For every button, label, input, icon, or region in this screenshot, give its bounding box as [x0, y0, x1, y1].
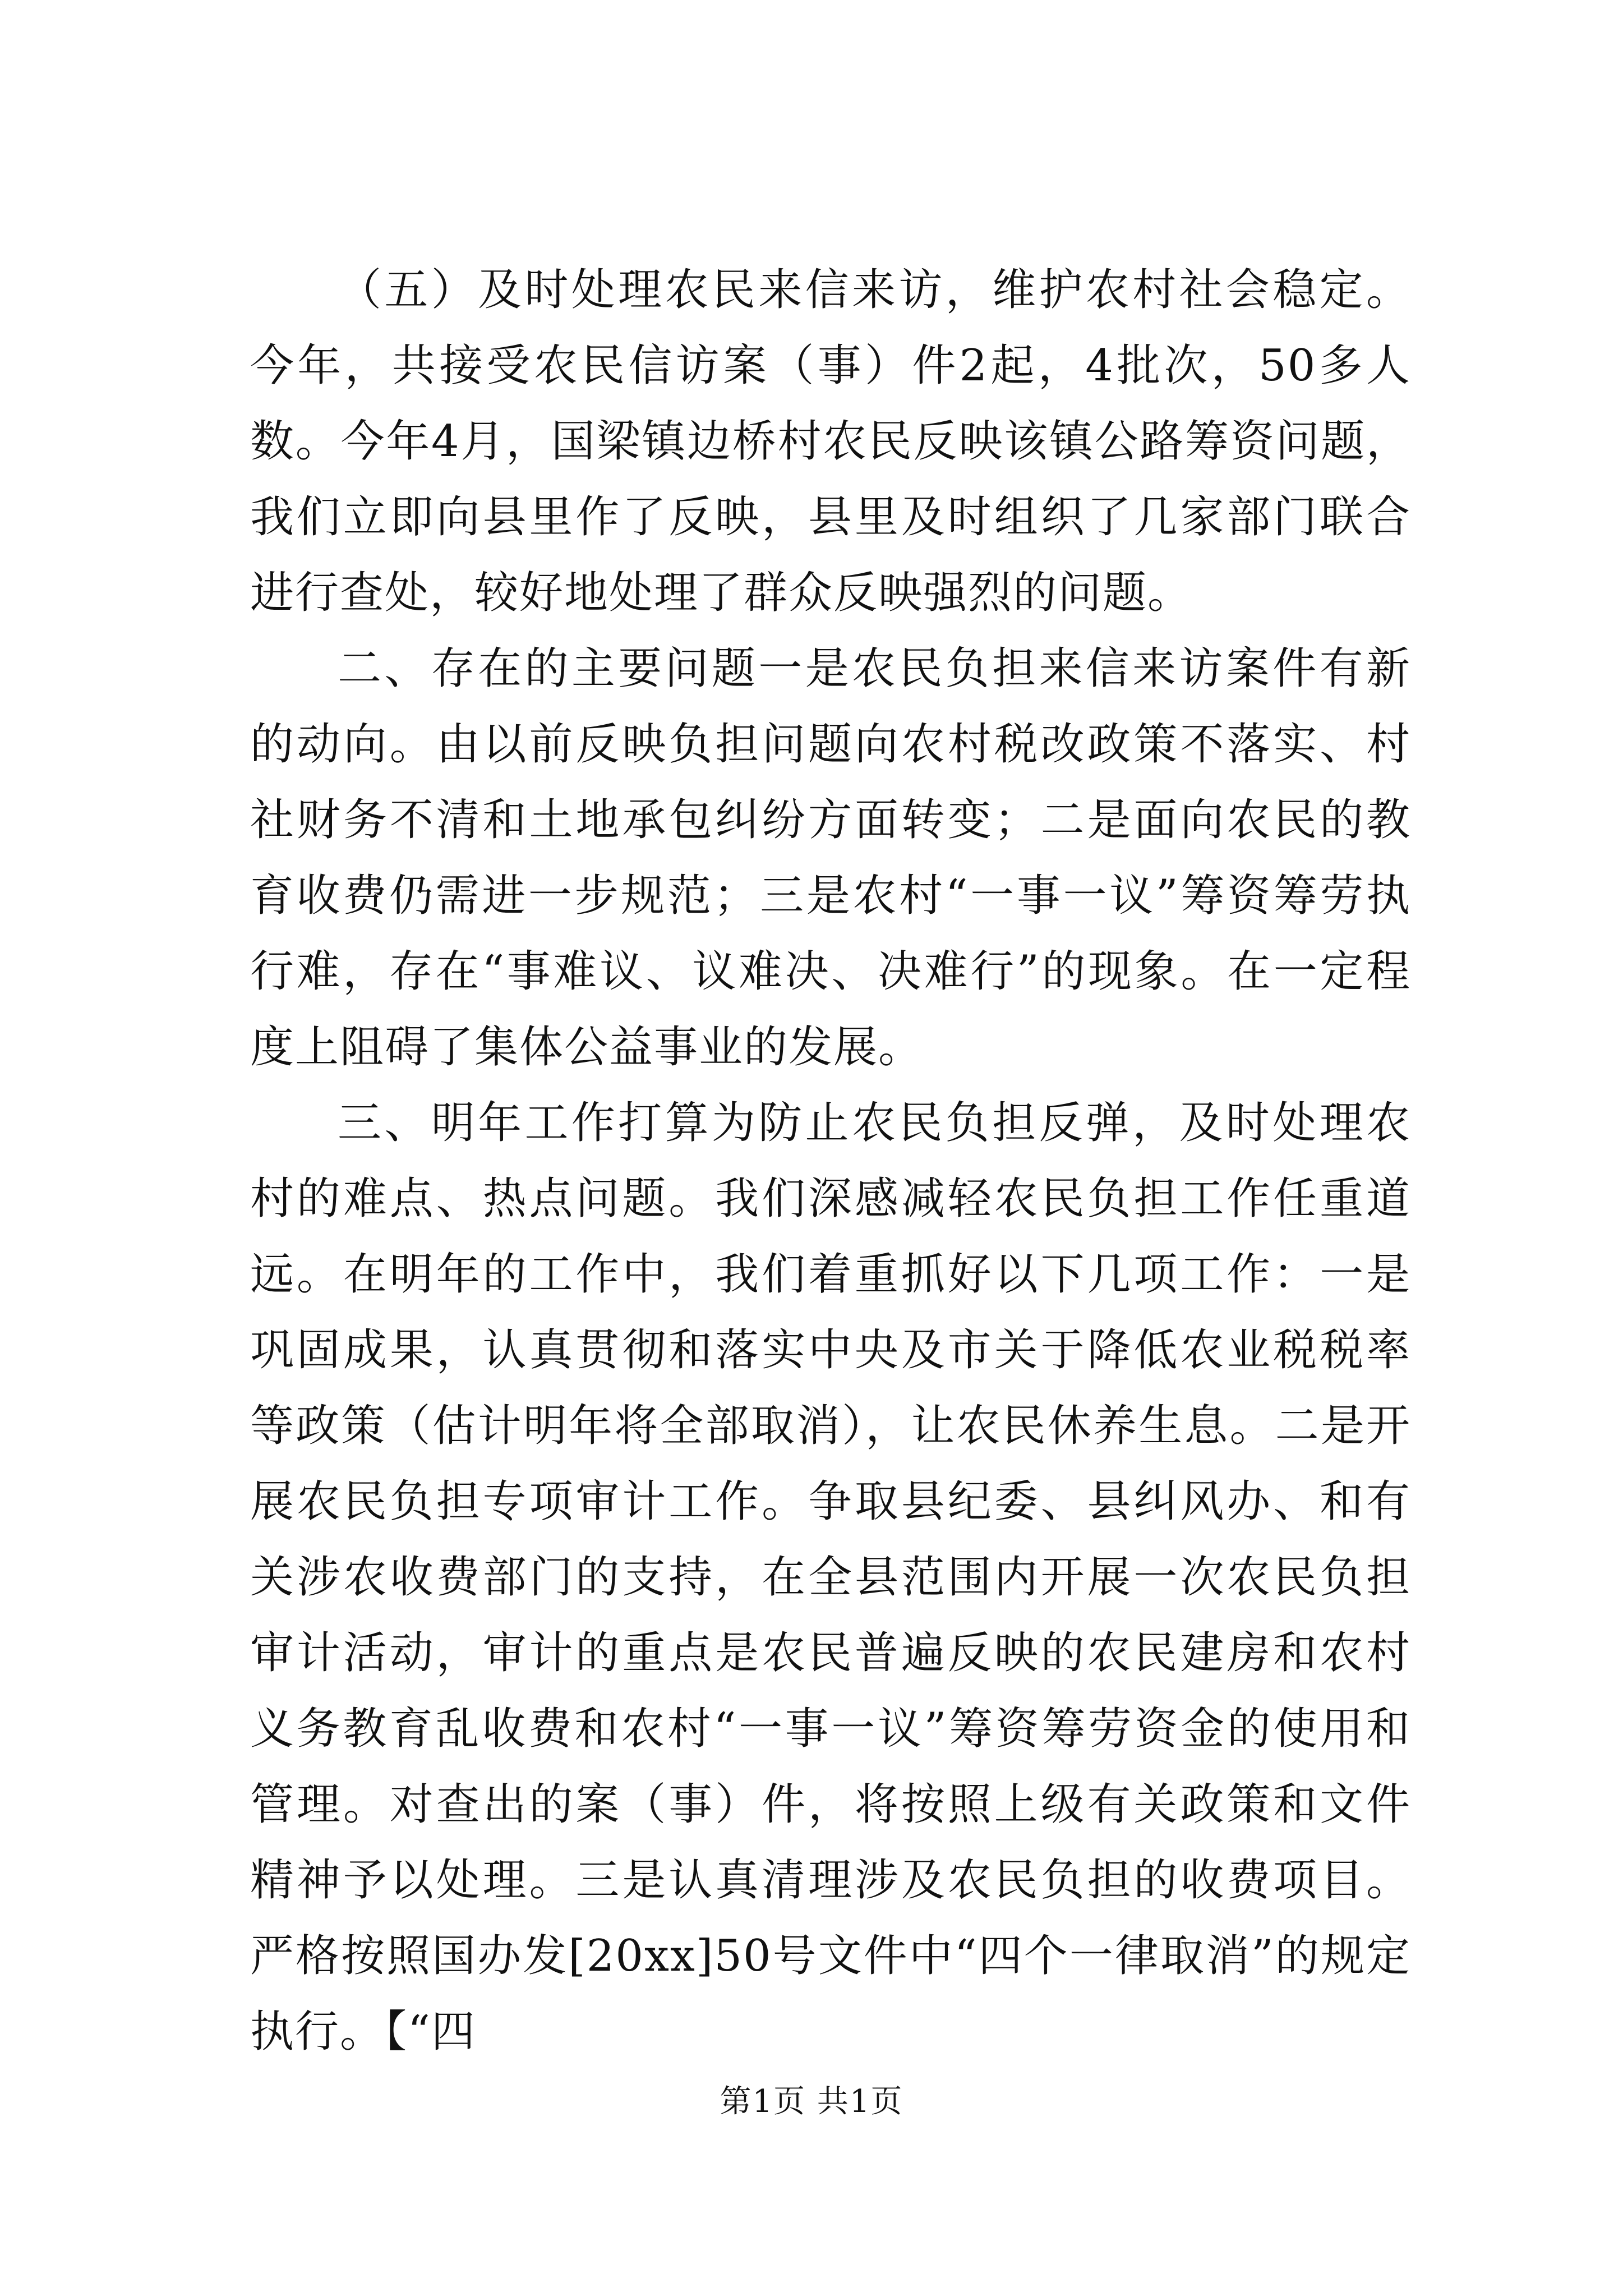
- document-body: [250, 252, 1411, 2070]
- paragraph-main-problems: 二、存在的主要问题一是农民负担来信来访案件有新的动向。由以前反映负担问题向农村税改政策不落实、村社财务不清和土地承包纠纷方面转变；二是面向农民的教育收费仍需进一步规范；三是农村“一事一议”筹资筹劳执行难，存在“事难议、议难决、决难行”的现象。在一定程度上阻碍了集体公益事业的发展。: [250, 643, 1411, 1073]
- paragraph-section-five: （五）及时处理农民来信来访，维护农村社会稳定。今年，共接受农民信访案（事）件2起，4批次，50多人数。今年4月，国梁镇边桥村农民反映该镇公路筹资问题，我们立即向县里作了反映，县里及时组织了几家部门联合进行查处，较好地处理了群众反映强烈的问题。: [250, 265, 1411, 618]
- page-footer: 第1页 共1页: [720, 2083, 903, 2120]
- paragraph-next-year-plan: 三、明年工作打算为防止农民负担反弹，及时处理农村的难点、热点问题。我们深感减轻农民负担工作任重道远。在明年的工作中，我们着重抓好以下几项工作：一是巩固成果，认真贯彻和落实中央及市关于降低农业税税率等政策（估计明年将全部取消），让农民休养生息。二是开展农民负担专项审计工作。争取县纪委、县纠风办、和有关涉农收费部门的支持，在全县范围内开展一次农民负担审计活动，审计的重点是农民普遍反映的农民建房和农村义务教育乱收费和农村“一事一议”筹资筹劳资金的使用和管理。对查出的案（事）件，将按照上级有关政策和文件精神予以处理。三是认真清理涉及农民负担的收费项目。严格按照国办发[20xx]50号文件中“四个一律取消”的规定执行。【“四: [250, 1098, 1411, 2057]
